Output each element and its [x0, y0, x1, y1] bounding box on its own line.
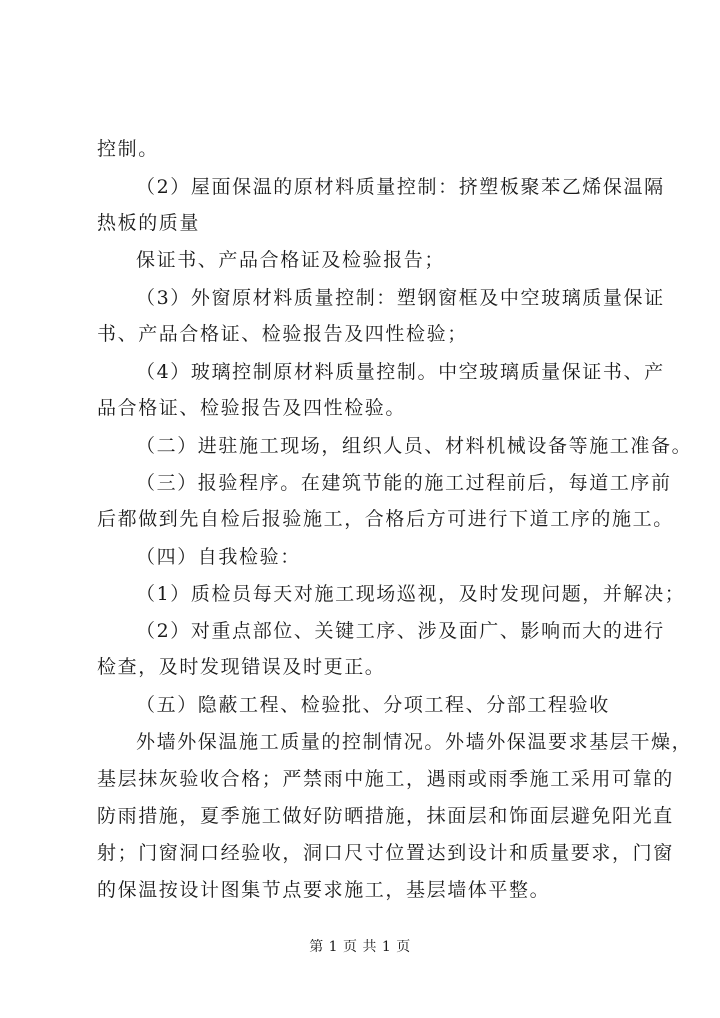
text-line: （三）报验程序。在建筑节能的施工过程前后，每道工序前: [136, 472, 672, 494]
text-line: 品合格证、检验报告及四性检验。: [97, 397, 407, 419]
text-line: （4）玻璃控制原材料质量控制。中空玻璃质量保证书、产: [136, 361, 665, 383]
text-line: 热板的质量: [97, 212, 201, 234]
page-footer: 第 1 页 共 1 页: [309, 939, 411, 955]
text-line: （1）质检员每天对施工现场巡视，及时发现问题，并解决；: [136, 583, 686, 605]
text-line: 的保温按设计图集节点要求施工，基层墙体平整。: [97, 879, 551, 901]
text-line: 控制。: [97, 138, 159, 160]
text-line: （五）隐蔽工程、检验批、分项工程、分部工程验收: [136, 694, 610, 716]
text-line: 防雨措施，夏季施工做好防晒措施，抹面层和饰面层避免阳光直: [97, 805, 674, 827]
text-line: （2）屋面保温的原材料质量控制：挤塑板聚苯乙烯保温隔: [136, 176, 665, 198]
text-line: 书、产品合格证、检验报告及四性检验；: [97, 323, 468, 345]
text-line: （3）外窗原材料质量控制：塑钢窗框及中空玻璃质量保证: [136, 287, 665, 309]
text-line: 外墙外保温施工质量的控制情况。外墙外保温要求基层干燥，: [136, 731, 693, 753]
text-line: 基层抹灰验收合格；严禁雨中施工，遇雨或雨季施工采用可靠的: [97, 768, 674, 790]
text-line: （2）对重点部位、关键工序、涉及面广、影响而大的进行: [136, 620, 665, 642]
text-line: 保证书、产品合格证及检验报告；: [136, 249, 446, 271]
text-line: （二）进驻施工现场，组织人员、材料机械设备等施工准备。: [136, 435, 693, 457]
text-line: 检查，及时发现错误及时更正。: [97, 656, 386, 678]
text-line: （四）自我检验：: [136, 546, 301, 568]
text-line: 后都做到先自检后报验施工，合格后方可进行下道工序的施工。: [97, 508, 674, 530]
text-line: 射；门窗洞口经验收，洞口尺寸位置达到设计和质量要求，门窗: [97, 842, 674, 864]
